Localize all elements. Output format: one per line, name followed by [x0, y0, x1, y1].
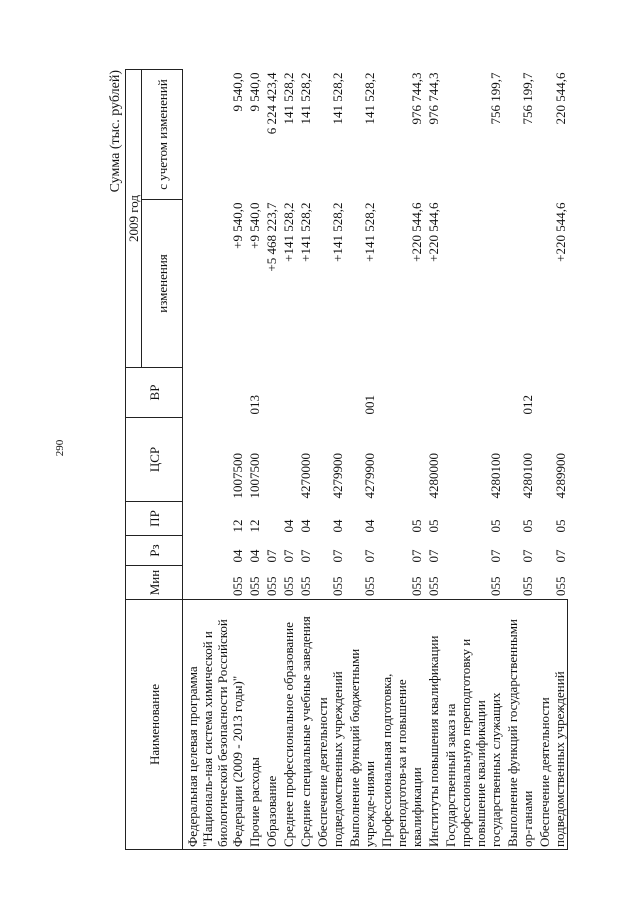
row-total: 6 224 423,4: [264, 72, 279, 135]
row-total: 9 540,0: [247, 72, 262, 112]
row-change: [503, 200, 535, 368]
row-name: Профессиональная подготовка, переподготов-ка и повышение квалификации: [377, 600, 424, 850]
row-vr: [377, 368, 424, 418]
table-row: [245, 70, 262, 850]
row-rz: 07: [552, 549, 568, 563]
row-name: Среднее профессиональное образование: [279, 600, 296, 850]
row-min: 055: [488, 576, 503, 596]
row-csr: 4280000: [426, 453, 441, 499]
row-change: +141 528,2: [362, 202, 377, 262]
row-total: 756 199,7: [488, 72, 503, 125]
row-total: 141 528,2: [362, 72, 377, 125]
table-row: [424, 70, 441, 850]
row-name: Обеспечение деятельности подведомственных учреждений: [535, 600, 568, 850]
row-rz: 04: [247, 549, 262, 563]
header-vr: ВР: [126, 368, 183, 418]
row-csr: 4289900: [552, 453, 568, 499]
header-changes: изменения: [142, 200, 183, 368]
row-csr: 4279900: [330, 453, 345, 499]
row-rz: 07: [488, 549, 503, 563]
row-total: 220 544,6: [552, 72, 568, 125]
row-name: Средние специальные учебные заведения: [296, 600, 313, 850]
row-rz: 07: [409, 549, 424, 563]
budget-table: [125, 69, 568, 850]
row-total: 141 528,2: [281, 72, 296, 125]
row-rz: 07: [281, 549, 296, 563]
row-vr: [296, 368, 313, 418]
row-rz: 07: [426, 549, 441, 563]
row-name: Институты повышения квалификации: [424, 600, 441, 850]
row-name: Государственный заказ на профессиональную переподготовку и повышение квалификации государственных служащих: [441, 600, 503, 850]
row-pr: 05: [520, 519, 535, 533]
row-pr: 04: [281, 519, 296, 533]
row-change: +220 544,6: [409, 202, 424, 262]
row-min: 055: [230, 576, 245, 596]
row-vr: 013: [247, 395, 262, 415]
row-change: +141 528,2: [330, 202, 345, 262]
header-with-changes: с учетом изменений: [142, 70, 183, 200]
row-min: 055: [247, 576, 262, 596]
row-name: Обеспечение деятельности подведомственных учреждений: [313, 600, 345, 850]
row-vr: 012: [520, 395, 535, 415]
row-name: Федеральная целевая программа "Националь-ная система химической и биологической безопасности Российской Федерации (2009 - 2013 годы)": [183, 600, 246, 850]
row-pr: 05: [409, 519, 424, 533]
table-row: [441, 70, 503, 850]
row-min: 055: [264, 576, 279, 596]
table-row: [279, 70, 296, 850]
row-pr: 04: [330, 519, 345, 533]
row-total: 976 744,3: [426, 72, 441, 125]
row-vr: 001: [362, 395, 377, 415]
row-csr: 4279900: [362, 453, 377, 499]
row-rz: 04: [230, 549, 245, 563]
row-rz: 07: [362, 549, 377, 563]
row-change: +5 468 223,7: [264, 202, 279, 272]
header-rz: Рз: [126, 536, 183, 566]
header-pr: ПР: [126, 502, 183, 536]
row-name: Выполнение функций бюджетными учрежде-ниями: [345, 600, 377, 850]
row-vr: [262, 368, 279, 418]
row-csr: 1007500: [230, 453, 245, 499]
row-min: 055: [552, 576, 568, 596]
row-name: Выполнение функций государственными ор-ганами: [503, 600, 535, 850]
row-change: +9 540,0: [247, 202, 262, 249]
row-csr: 4280100: [488, 453, 503, 499]
row-pr: 04: [298, 519, 313, 533]
row-change: +9 540,0: [230, 202, 245, 249]
row-pr: 05: [426, 519, 441, 533]
row-rz: 07: [298, 549, 313, 563]
row-total: 976 744,3: [409, 72, 424, 125]
row-change: [441, 200, 503, 368]
row-csr: [279, 418, 296, 502]
row-pr: 12: [230, 519, 245, 533]
row-vr: [424, 368, 441, 418]
table-row: [377, 70, 424, 850]
row-csr: [377, 418, 424, 502]
row-vr: [313, 368, 345, 418]
row-rz: 07: [330, 549, 345, 563]
row-rz: 07: [520, 549, 535, 563]
row-change: +220 544,6: [426, 202, 441, 262]
row-csr: [262, 418, 279, 502]
row-min: 055: [298, 576, 313, 596]
page-number: 290: [54, 439, 66, 457]
row-csr: 4280100: [520, 453, 535, 499]
header-min: Мин: [126, 566, 183, 600]
table-body: [183, 70, 568, 850]
row-total: 141 528,2: [330, 72, 345, 125]
row-vr: [183, 368, 246, 418]
header-csr: ЦСР: [126, 418, 183, 502]
row-rz: 07: [264, 549, 279, 563]
row-vr: [279, 368, 296, 418]
table-row: [262, 70, 279, 850]
table-row: [503, 70, 535, 850]
row-total: 141 528,2: [298, 72, 313, 125]
row-pr: 04: [362, 519, 377, 533]
header-row-1: [126, 70, 142, 850]
row-name: Прочие расходы: [245, 600, 262, 850]
table-row: [345, 70, 377, 850]
table-row: [296, 70, 313, 850]
row-total: 9 540,0: [230, 72, 245, 112]
row-pr: 05: [552, 519, 568, 533]
units-caption: Сумма (тыс. рублей): [108, 70, 123, 193]
row-min: 055: [520, 576, 535, 596]
row-vr: [441, 368, 503, 418]
row-pr: [262, 502, 279, 536]
row-change: +141 528,2: [298, 202, 313, 262]
row-change: +220 544,6: [552, 202, 568, 262]
row-total: 756 199,7: [520, 72, 535, 125]
row-pr: 12: [247, 519, 262, 533]
header-year: 2009 год: [126, 70, 142, 368]
row-csr: 4270000: [298, 453, 313, 499]
table-row: [535, 70, 568, 850]
row-min: 055: [330, 576, 345, 596]
row-min: 055: [281, 576, 296, 596]
row-csr: 1007500: [247, 453, 262, 499]
table-row: [313, 70, 345, 850]
rotated-page: [108, 70, 588, 850]
row-min: 055: [362, 576, 377, 596]
table-row: [183, 70, 246, 850]
row-vr: [535, 368, 568, 418]
header-name: Наименование: [126, 600, 183, 850]
row-min: 055: [409, 576, 424, 596]
row-name: Образование: [262, 600, 279, 850]
row-change: +141 528,2: [281, 202, 296, 262]
row-pr: 05: [488, 519, 503, 533]
row-min: 055: [426, 576, 441, 596]
